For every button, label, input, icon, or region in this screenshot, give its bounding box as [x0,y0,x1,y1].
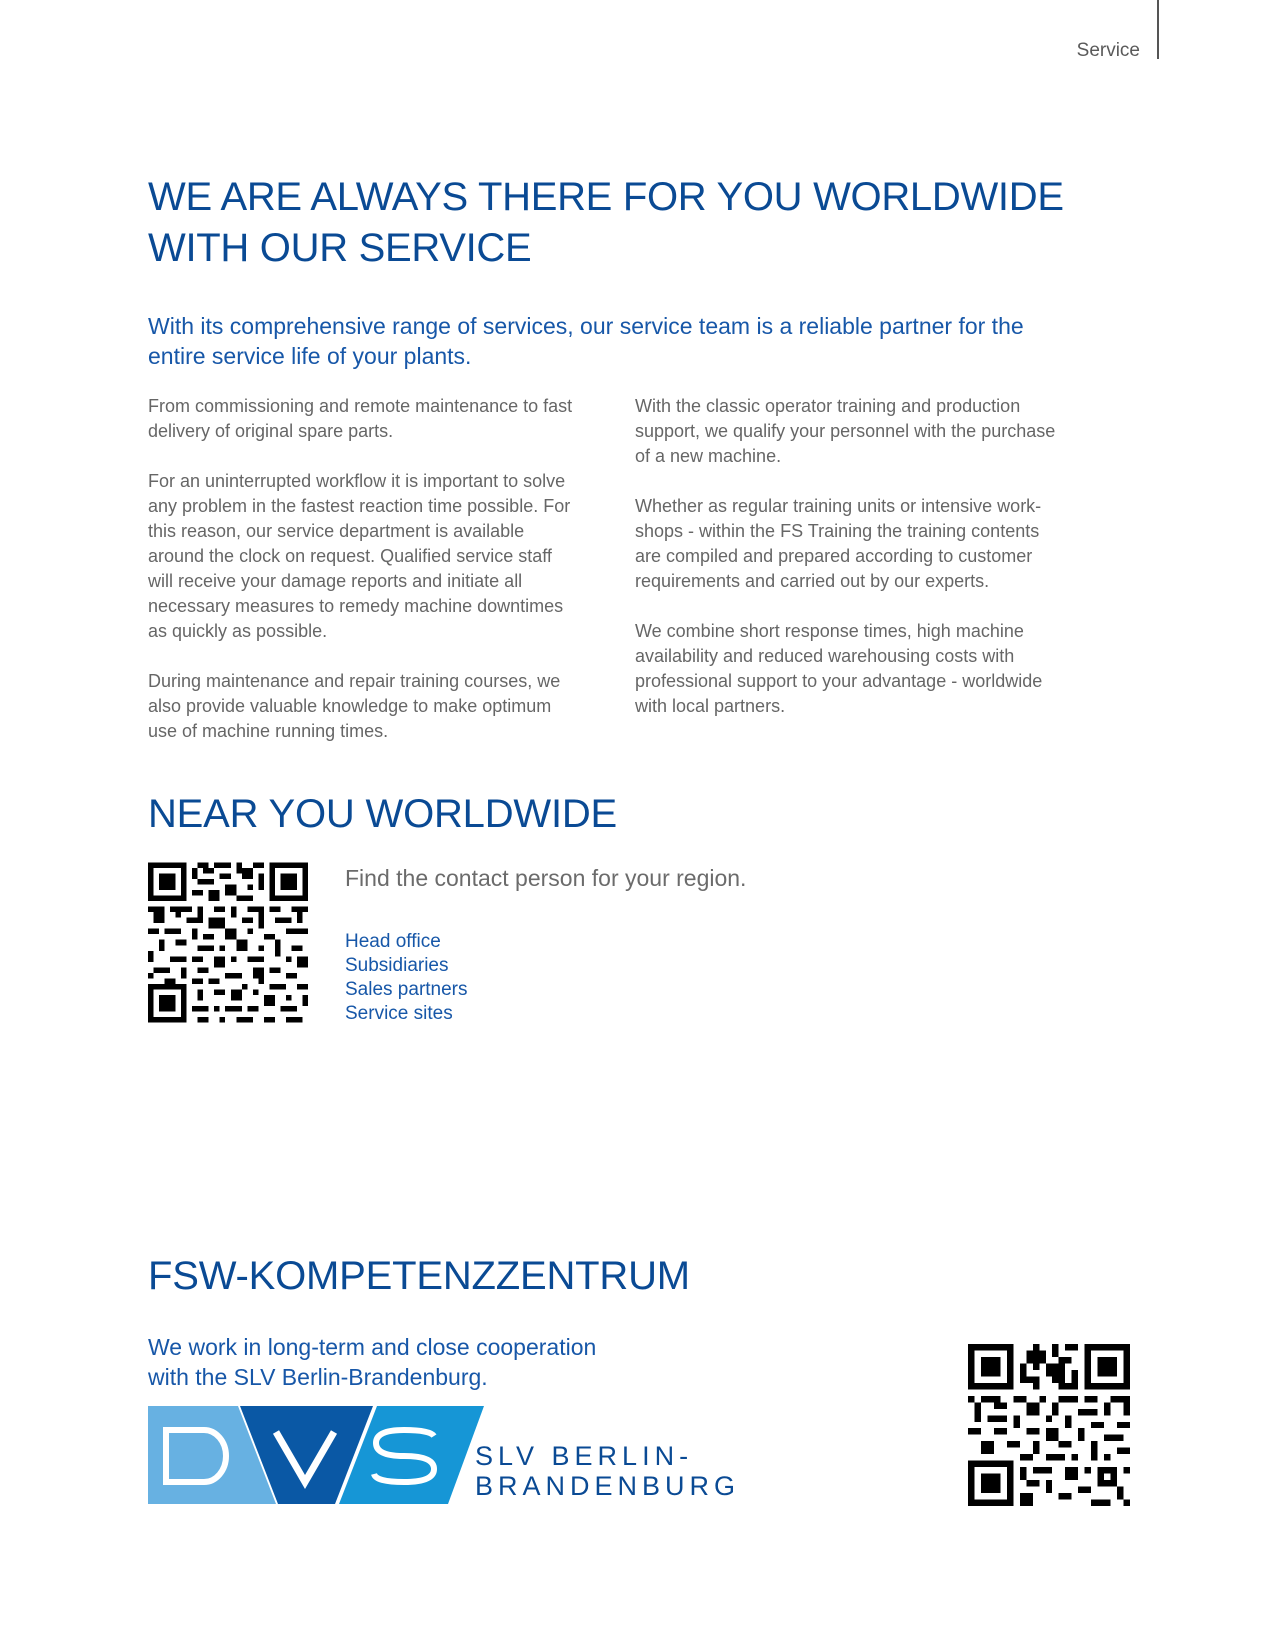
text-line: shops - within the FS Training the training contents [635,521,1040,541]
section-label: Service [1076,40,1140,61]
header-divider [1157,0,1159,59]
text-line: Whether as regular training units or intensive work- [635,496,1042,516]
body-column-left [148,394,608,769]
lead-line-1: With its comprehensive range of services, our service team is a reliable partner for the [148,313,1024,339]
cooperation-text [148,1332,596,1392]
org-name-line-2: BRANDENBURG [475,1471,741,1501]
lead-line-2: entire service life of your plants. [148,343,472,369]
qr-code-icon[interactable] [968,1344,1130,1506]
text-line: with local partners. [635,696,786,716]
text-line: professional support to your advantage - worldwide [635,671,1043,691]
org-name-line-1: SLV BERLIN- [475,1441,694,1471]
text-line: delivery of original spare parts. [148,421,394,441]
page-title [148,172,1064,274]
qr-code-icon[interactable] [148,862,308,1023]
text-line: will receive your damage reports and initiate all [148,571,523,591]
link-sales-partners[interactable]: Sales partners [345,979,468,1000]
text-line: During maintenance and repair training courses, we [148,671,561,691]
text-line: any problem in the fastest reaction time possible. For [148,496,571,516]
page-title-line-1: WE ARE ALWAYS THERE FOR YOU WORLDWIDE [148,175,1064,219]
find-contact-text: Find the contact person for your region. [345,865,747,891]
page-title-line-2: WITH OUR SERVICE [148,226,532,270]
text-line: support, we qualify your personnel with the purchase [635,421,1056,441]
text-line: of a new machine. [635,446,782,466]
text-line: We combine short response times, high machine [635,621,1024,641]
text-line: requirements and carried out by our experts. [635,571,990,591]
paragraph-commissioning [148,394,608,444]
lead-paragraph [148,311,1068,371]
text-line: are compiled and prepared according to customer [635,546,1033,566]
paragraph-response-times [635,619,1100,719]
body-column-right [635,394,1100,744]
paragraph-fs-training [635,494,1100,594]
text-line: around the clock on request. Qualified service staff [148,546,552,566]
text-line: use of machine running times. [148,721,389,741]
text-line: this reason, our service department is available [148,521,525,541]
near-you-heading: NEAR YOU WORLDWIDE [148,792,618,836]
text-line: as quickly as possible. [148,621,328,641]
paragraph-maintenance-training [148,669,608,744]
region-links [345,930,468,1026]
cooperation-line-1: We work in long-term and close cooperation [148,1334,597,1360]
text-line: also provide valuable knowledge to make optimum [148,696,552,716]
paragraph-operator-training [635,394,1100,469]
cooperation-line-2: with the SLV Berlin-Brandenburg. [148,1364,488,1390]
link-subsidiaries[interactable]: Subsidiaries [345,955,449,976]
text-line: From commissioning and remote maintenance to fast [148,396,573,416]
paragraph-workflow [148,469,608,644]
link-head-office[interactable]: Head office [345,931,441,952]
text-line: availability and reduced warehousing costs with [635,646,1015,666]
link-service-sites[interactable]: Service sites [345,1003,453,1024]
fsw-heading: FSW-KOMPETENZZENTRUM [148,1254,690,1298]
slv-org-name [475,1441,740,1501]
text-line: With the classic operator training and production [635,396,1021,416]
text-line: necessary measures to remedy machine downtimes [148,596,564,616]
text-line: For an uninterrupted workflow it is important to solve [148,471,566,491]
dvs-emblem-icon [148,1406,488,1504]
